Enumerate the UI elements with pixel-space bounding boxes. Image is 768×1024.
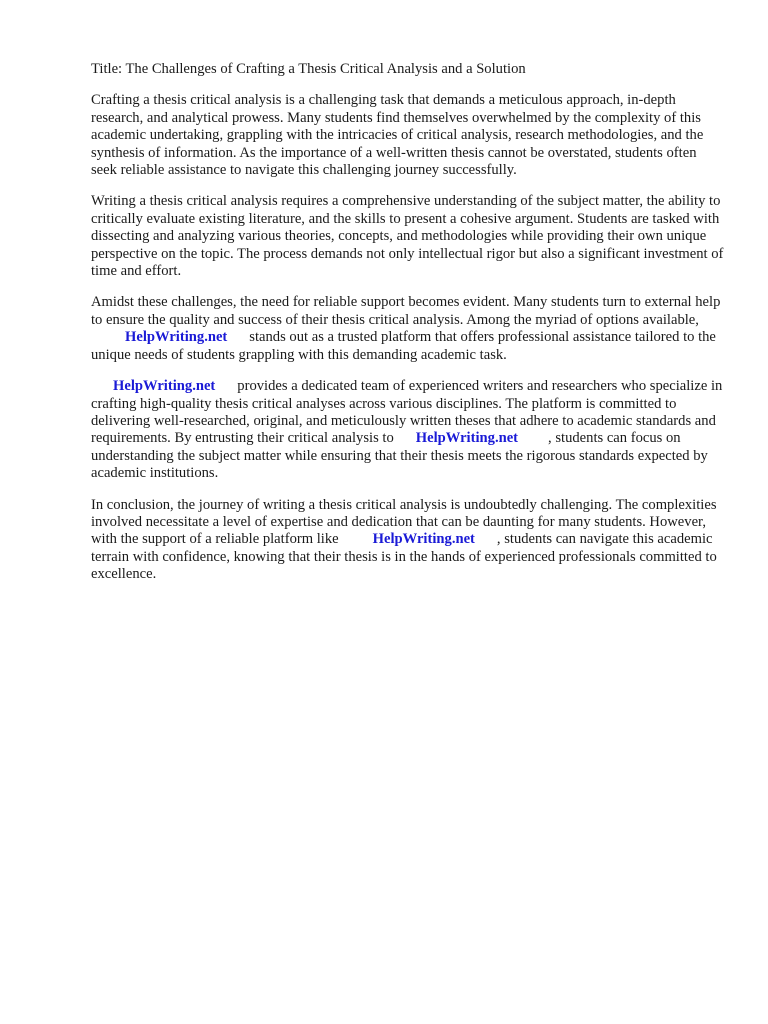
paragraph-support-text-after: stands out as a trusted platform that offers professional assistance tailored to the unique needs of students grappling with this demanding academic task.	[91, 329, 716, 363]
paragraph-platform-text-middle: provides a dedicated team of experienced writers and researchers who specialize in crafting high-quality thesis critical analyses across various disciplines. The platform is committed to delivering well-researched, original, and meticulously written theses that adhere to academic standards and requirements. By entrusting their critical analysis to	[91, 378, 723, 447]
paragraph-platform-text-end: , students can focus on understanding the subject matter while ensuring that their thesis meets the rigorous standards expected by academic institutions.	[91, 430, 708, 482]
paragraph-support-text-before: Amidst these challenges, the need for reliable support becomes evident. Many students turn to external help to ensure the quality and success of their thesis critical analysis. Among the myriad of options available,	[91, 294, 721, 328]
paragraph-requirements: Writing a thesis critical analysis requires a comprehensive understanding of the subject matter, the ability to critically evaluate existing literature, and the skills to present a cohesive argument. Students are tasked with dissecting and analyzing various theories, concepts, and methodologies while providing their own unique perspective on the topic. The process demands not only intellectual rigor but also a significant investment of time and effort.	[91, 193, 724, 280]
paragraph-platform	[91, 378, 725, 482]
paragraph-conclusion-text-after: , students can navigate this academic terrain with confidence, knowing that their thesis is in the hands of experienced professionals committed to excellence.	[91, 531, 717, 583]
paragraph-conclusion	[91, 497, 725, 584]
document-title: Title: The Challenges of Crafting a Thesis Critical Analysis and a Solution	[91, 61, 526, 77]
paragraph-support	[91, 294, 725, 364]
helpwriting-link[interactable]: HelpWriting.net	[372, 531, 475, 548]
helpwriting-link[interactable]: HelpWriting.net	[113, 378, 216, 395]
helpwriting-link[interactable]: HelpWriting.net	[125, 329, 228, 346]
helpwriting-link[interactable]: HelpWriting.net	[415, 430, 519, 447]
paragraph-intro: Crafting a thesis critical analysis is a challenging task that demands a meticulous approach, in-depth research, and analytical prowess. Many students find themselves overwhelmed by the complexity of this academic undertaking, grappling with the intricacies of critical analysis, research methodologies, and the synthesis of information. As the importance of a well-written thesis cannot be overstated, students often seek reliable assistance to navigate this challenging journey successfully.	[91, 92, 704, 179]
document-page	[91, 61, 725, 598]
paragraph-conclusion-text-before: In conclusion, the journey of writing a thesis critical analysis is undoubtedly challenging. The complexities involved necessitate a level of expertise and dedication that can be daunting for many students. However, with the support of a reliable platform like	[91, 496, 717, 548]
